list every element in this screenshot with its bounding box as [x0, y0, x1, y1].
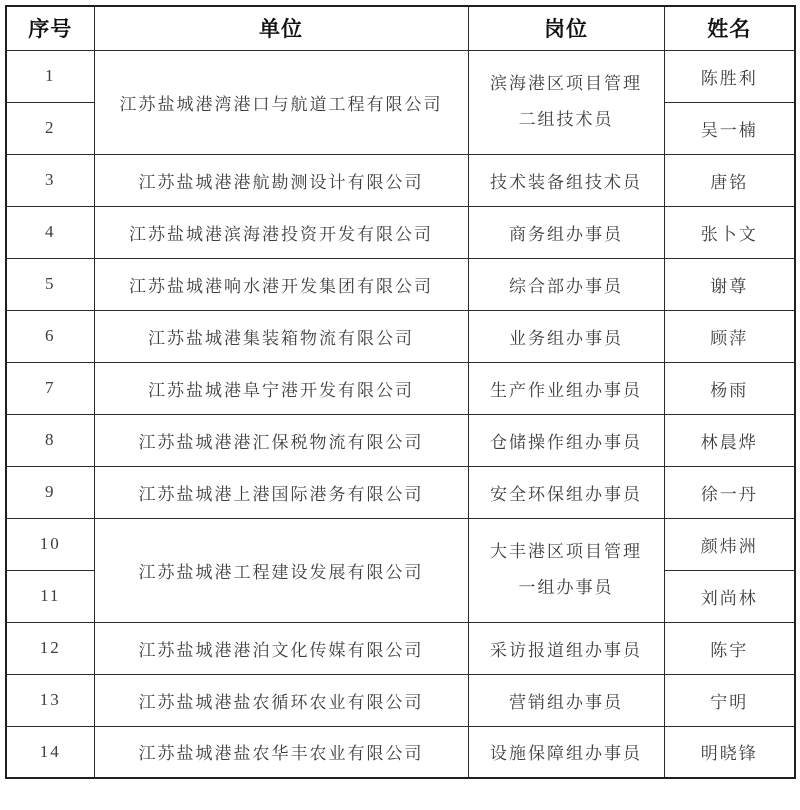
name-cell: 杨雨	[664, 362, 795, 414]
name-cell: 谢尊	[664, 258, 795, 310]
unit-cell: 江苏盐城港集装箱物流有限公司	[94, 310, 468, 362]
unit-cell: 江苏盐城港港汇保税物流有限公司	[94, 414, 468, 466]
seq-cell: 12	[6, 622, 94, 674]
name-cell: 徐一丹	[664, 466, 795, 518]
unit-cell: 江苏盐城港滨海港投资开发有限公司	[94, 206, 468, 258]
name-cell: 颜炜洲	[664, 518, 795, 570]
post-line: 大丰港区项目管理	[490, 542, 642, 562]
seq-cell: 11	[6, 570, 94, 622]
table-row	[6, 206, 795, 258]
post-line: 一组办事员	[518, 578, 614, 597]
post-cell: 技术装备组技术员	[468, 154, 664, 206]
seq-cell: 2	[6, 102, 94, 154]
name-cell: 宁明	[664, 674, 795, 726]
post-line: 滨海港区项目管理	[490, 74, 642, 94]
post-cell: 综合部办事员	[468, 258, 664, 310]
seq-cell: 9	[6, 466, 94, 518]
unit-cell: 江苏盐城港工程建设发展有限公司	[94, 518, 468, 622]
post-cell	[468, 518, 664, 622]
post-cell: 生产作业组办事员	[468, 362, 664, 414]
seq-cell: 3	[6, 154, 94, 206]
table-row	[6, 414, 795, 466]
post-cell: 设施保障组办事员	[468, 726, 664, 778]
name-cell: 张卜文	[664, 206, 795, 258]
name-cell: 陈宇	[664, 622, 795, 674]
unit-cell: 江苏盐城港湾港口与航道工程有限公司	[94, 50, 468, 154]
seq-cell: 10	[6, 518, 94, 570]
header-name: 姓名	[664, 6, 795, 50]
table-row	[6, 50, 795, 102]
seq-cell: 5	[6, 258, 94, 310]
table-row	[6, 674, 795, 726]
seq-cell: 13	[6, 674, 94, 726]
header-seq: 序号	[6, 6, 94, 50]
name-cell: 吴一楠	[664, 102, 795, 154]
table-row	[6, 726, 795, 778]
post-line: 二组技术员	[518, 110, 614, 129]
post-cell: 仓储操作组办事员	[468, 414, 664, 466]
name-cell: 明晓锋	[664, 726, 795, 778]
name-cell: 唐铭	[664, 154, 795, 206]
staff-roster-table	[5, 5, 796, 779]
table-row	[6, 154, 795, 206]
name-cell: 林晨烨	[664, 414, 795, 466]
seq-cell: 8	[6, 414, 94, 466]
unit-cell: 江苏盐城港盐农循环农业有限公司	[94, 674, 468, 726]
seq-cell: 1	[6, 50, 94, 102]
post-cell: 安全环保组办事员	[468, 466, 664, 518]
seq-cell: 7	[6, 362, 94, 414]
unit-cell: 江苏盐城港上港国际港务有限公司	[94, 466, 468, 518]
post-cell	[468, 50, 664, 154]
post-cell: 商务组办事员	[468, 206, 664, 258]
unit-cell: 江苏盐城港港航勘测设计有限公司	[94, 154, 468, 206]
table-row	[6, 258, 795, 310]
table-row	[6, 518, 795, 570]
post-cell: 采访报道组办事员	[468, 622, 664, 674]
table-header-row	[6, 6, 795, 50]
unit-cell: 江苏盐城港港泊文化传媒有限公司	[94, 622, 468, 674]
seq-cell: 4	[6, 206, 94, 258]
name-cell: 刘尚林	[664, 570, 795, 622]
seq-cell: 6	[6, 310, 94, 362]
post-cell: 营销组办事员	[468, 674, 664, 726]
table-row	[6, 622, 795, 674]
unit-cell: 江苏盐城港盐农华丰农业有限公司	[94, 726, 468, 778]
unit-cell: 江苏盐城港阜宁港开发有限公司	[94, 362, 468, 414]
header-unit: 单位	[94, 6, 468, 50]
name-cell: 陈胜利	[664, 50, 795, 102]
seq-cell: 14	[6, 726, 94, 778]
table-row	[6, 362, 795, 414]
header-post: 岗位	[468, 6, 664, 50]
table-row	[6, 466, 795, 518]
post-cell: 业务组办事员	[468, 310, 664, 362]
table-row	[6, 310, 795, 362]
unit-cell: 江苏盐城港响水港开发集团有限公司	[94, 258, 468, 310]
name-cell: 顾萍	[664, 310, 795, 362]
